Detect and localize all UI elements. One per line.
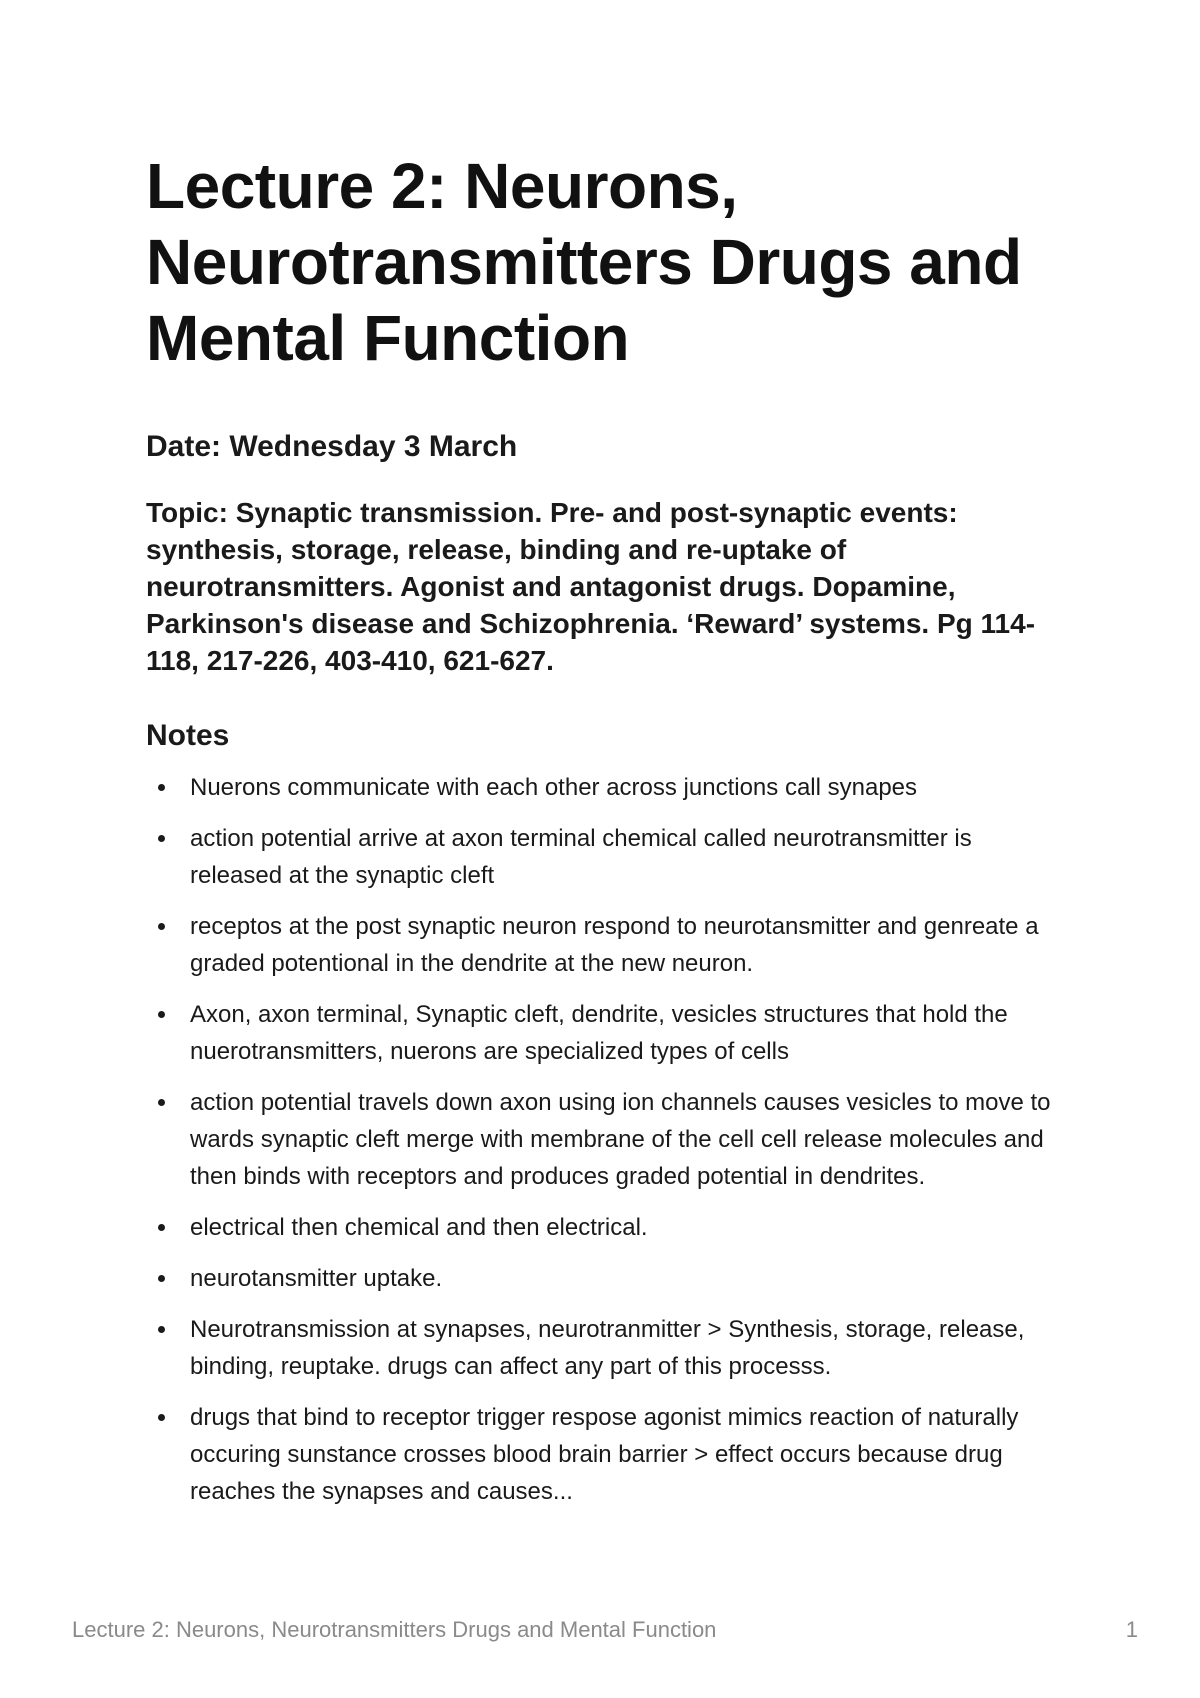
document-page <box>146 148 1066 1524</box>
note-text: action potential travels down axon using ion channels causes vesicles to move to wards synaptic cleft merge with membrane of the cell cell release molecules and then binds with receptors and produces graded potential in dendrites. <box>190 1089 1051 1190</box>
bullet-icon <box>158 923 165 930</box>
note-item <box>146 996 1066 1070</box>
note-text: Nuerons communicate with each other across junctions call synapes <box>190 774 918 801</box>
page-title: Lecture 2: Neurons, Neurotransmitters Drugs and Mental Function <box>146 150 1022 374</box>
note-text: receptos at the post synaptic neuron respond to neurotansmitter and genreate a graded potentional in the dendrite at the new neuron. <box>190 913 1039 977</box>
bullet-icon <box>158 835 165 842</box>
bullet-icon <box>158 1224 165 1231</box>
note-text: Axon, axon terminal, Synaptic cleft, dendrite, vesicles structures that hold the nuerotransmitters, nuerons are specialized types of cells <box>190 1001 1008 1065</box>
bullet-icon <box>158 1326 165 1333</box>
bullet-icon <box>158 1275 165 1282</box>
note-item <box>146 1260 1066 1297</box>
note-item <box>146 908 1066 982</box>
note-item <box>146 1399 1066 1510</box>
bullet-icon <box>158 1011 165 1018</box>
note-text: action potential arrive at axon terminal chemical called neurotransmitter is released at the synaptic cleft <box>190 825 972 889</box>
note-text: electrical then chemical and then electrical. <box>190 1214 648 1241</box>
note-item <box>146 769 1066 806</box>
bullet-icon <box>158 784 165 791</box>
notes-list <box>146 769 1066 1510</box>
note-text: drugs that bind to receptor trigger respose agonist mimics reaction of naturally occuring sunstance crosses blood brain barrier > effect occurs because drug reaches the synapses and causes... <box>190 1404 1019 1505</box>
lecture-date: Date: Wednesday 3 March <box>146 430 518 463</box>
notes-heading: Notes <box>146 719 230 752</box>
footer-title: Lecture 2: Neurons, Neurotransmitters Drugs and Mental Function <box>72 1617 717 1642</box>
lecture-topic: Topic: Synaptic transmission. Pre- and post-synaptic events: synthesis, storage, release, binding and re-uptake of neurotransmitters. Agonist and antagonist drugs. Dopamine, Parkinson's disease and Schizophrenia. ‘Reward’ systems. Pg 114-118, 217-226, 403-410, 621-627. <box>146 497 1036 676</box>
note-item <box>146 1311 1066 1385</box>
note-item <box>146 820 1066 894</box>
footer-page-number: 1 <box>1125 1617 1138 1642</box>
bullet-icon <box>158 1099 165 1106</box>
note-item <box>146 1084 1066 1195</box>
note-item <box>146 1209 1066 1246</box>
note-text: neurotansmitter uptake. <box>190 1265 443 1292</box>
note-text: Neurotransmission at synapses, neurotranmitter > Synthesis, storage, release, binding, reuptake. drugs can affect any part of this processs. <box>190 1316 1025 1380</box>
bullet-icon <box>158 1414 165 1421</box>
